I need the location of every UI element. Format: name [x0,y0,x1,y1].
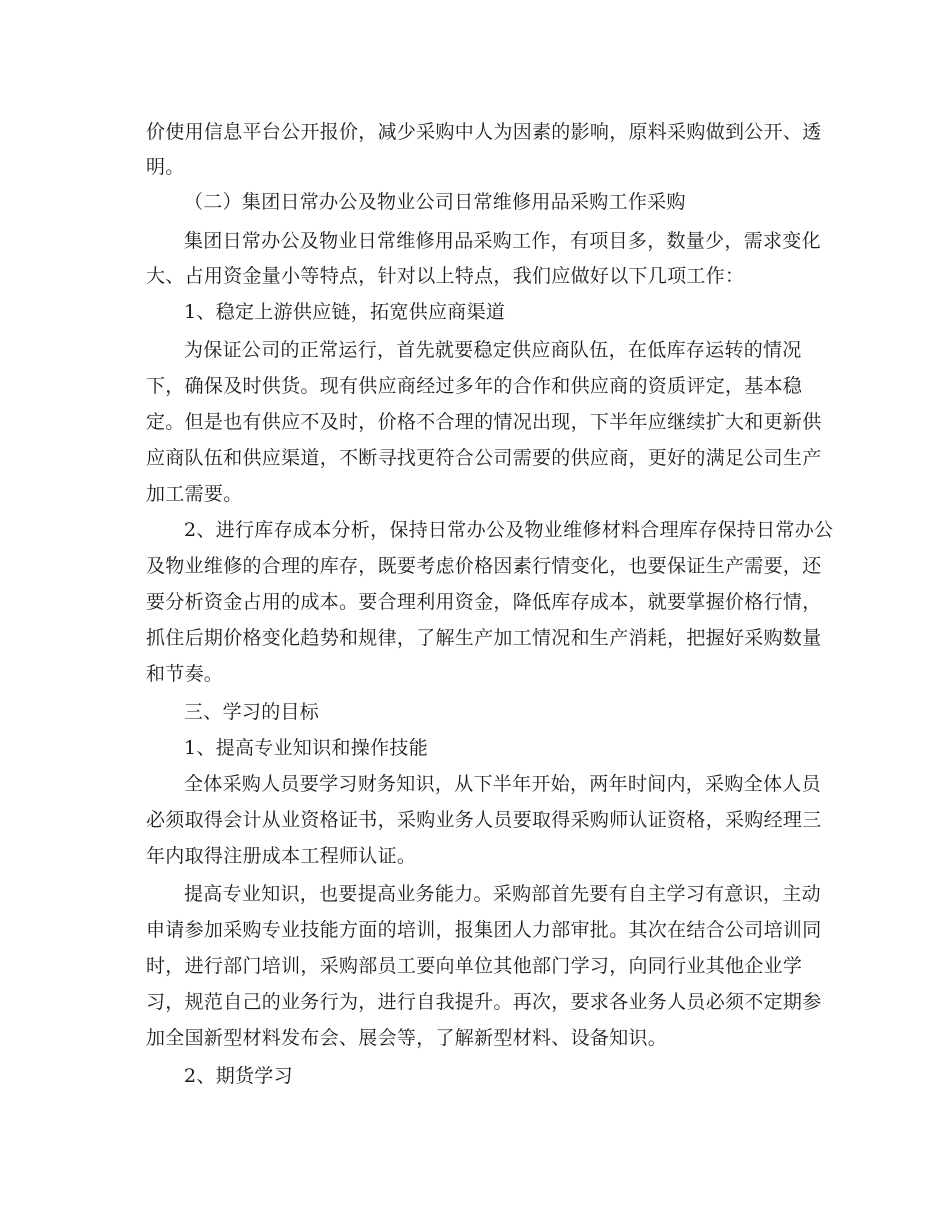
text-line: 2、进行库存成本分析，保持日常办公及物业维修材料合理库存保持日常办公 [184,519,834,541]
text-line: 加全国新型材料发布会、展会等，了解新型材料、设备知识。 [146,1027,668,1049]
text-line: 下，确保及时供货。现有供应商经过多年的合作和供应商的资质评定，基本稳 [146,375,803,397]
text-line: 定。但是也有供应不及时，价格不合理的情况出现，下半年应继续扩大和更新供 [146,411,822,433]
text-line: 年内取得注册成本工程师认证。 [146,845,417,867]
text-line: 时，进行部门培训，采购部员工要向单位其他部门学习，向同行业其他企业学 [146,955,803,977]
text-line: 大、占用资金量小等特点，针对以上特点，我们应做好以下几项工作： [146,265,745,287]
text-line: 明。 [146,156,185,178]
text-line: 和节奏。 [146,663,224,685]
text-line: 必须取得会计从业资格证书，采购业务人员要取得采购师认证资格，采购经理三 [146,809,822,831]
text-line: 集团日常办公及物业日常维修用品采购工作，有项目多，数量少，需求变化 [184,230,821,252]
section-heading: 三、学习的目标 [184,701,320,723]
section-heading: （二）集团日常办公及物业公司日常维修用品采购工作采购 [184,191,686,213]
text-line: 抓住后期价格变化趋势和规律，了解生产加工情况和生产消耗，把握好采购数量 [146,627,822,649]
text-line: 价使用信息平台公开报价，减少采购中人为因素的影响，原料采购做到公开、透 [146,121,822,143]
text-line: 加工需要。 [146,483,243,505]
subsection-heading: 1、提高专业知识和操作技能 [184,737,428,759]
text-line: 全体采购人员要学习财务知识，从下半年开始，两年时间内，采购全体人员 [184,773,821,795]
text-line: 提高专业知识，也要提高业务能力。采购部首先要有自主学习有意识，主动 [184,883,821,905]
text-line: 习，规范自己的业务行为，进行自我提升。再次，要求各业务人员必须不定期参 [146,991,822,1013]
text-line: 应商队伍和供应渠道，不断寻找更符合公司需要的供应商，更好的满足公司生产 [146,447,822,469]
text-line: 要分析资金占用的成本。要合理利用资金，降低库存成本，就要掌握价格行情， [146,591,822,613]
subsection-heading: 2、期货学习 [184,1065,293,1087]
text-line: 申请参加采购专业技能方面的培训，报集团人力部审批。其次在结合公司培训同 [146,919,822,941]
text-line: 为保证公司的正常运行，首先就要稳定供应商队伍，在低库存运转的情况 [184,339,802,361]
text-line: 及物业维修的合理的库存，既要考虑价格因素行情变化，也要保证生产需要，还 [146,555,822,577]
subsection-heading: 1、稳定上游供应链，拓宽供应商渠道 [184,301,506,323]
